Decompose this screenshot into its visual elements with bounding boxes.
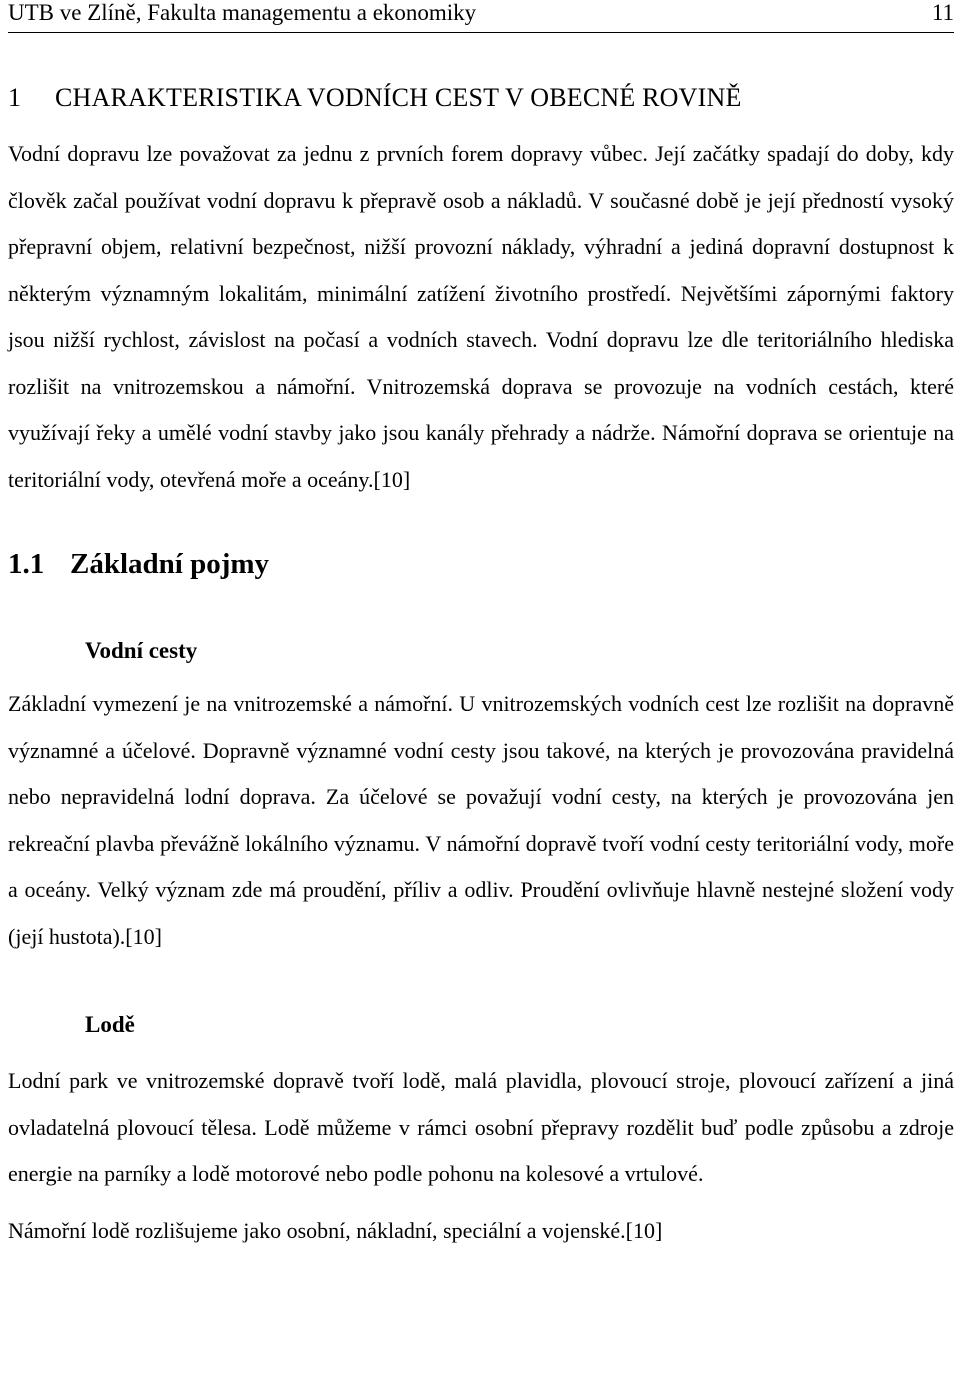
intro-paragraph: Vodní dopravu lze považovat za jednu z prvních forem dopravy vůbec. Její začátky spadají do doby, kdy člověk začal používat vodní dopravu k přepravě osob a nákladů. V současné době je její předností vysoký přepravní objem, relativní bezpečnost, nižší provozní náklady, výhradní a jediná dopravní dostupnost k některým významným lokalitám, minimální zatížení životního prostředí. Největšími zápornými faktory jsou nižší rychlost, závislost na počasí a vodních stavech. Vodní dopravu lze dle teritoriálního hlediska rozlišit na vnitrozemskou a námořní. Vnitrozemská doprava se provozuje na vodních cestách, které využívají řeky a umělé vodní stavby jako jsou kanály přehrady a nádrže. Námořní doprava se orientuje na teritoriální vody, otevřená moře a oceány.[10] [8, 141, 954, 492]
section-title: Základní pojmy [70, 548, 270, 580]
running-header [8, 0, 954, 33]
paragraph-namorni-lode: Námořní lodě rozlišujeme jako osobní, nákladní, speciální a vojenské.[10] [8, 1217, 663, 1243]
chapter-heading [8, 81, 954, 115]
chapter-number: 1 [8, 83, 22, 112]
section-heading [8, 546, 954, 582]
document-page [8, 0, 954, 1254]
section-number: 1.1 [8, 548, 45, 580]
chapter-title: CHARAKTERISTIKA VODNÍCH CEST V OBECNÉ ROVINĚ [55, 83, 742, 112]
paragraph-lode: Lodní park ve vnitrozemské dopravě tvoří lodě, malá plavidla, plovoucí stroje, plovoucí zařízení a jiná ovladatelná plovoucí tělesa. Lodě můžeme v rámci osobní přepravy rozdělit buď podle způsobu a zdroje energie na parníky a lodě motorové nebo podle pohonu na kolesové a vrtulové. [8, 1068, 954, 1186]
header-title: UTB ve Zlíně, Fakulta managementu a ekonomiky [8, 0, 477, 25]
subheading-lode: Lodě [85, 1012, 135, 1037]
subheading-vodni-cesty: Vodní cesty [85, 638, 198, 663]
paragraph-vodni-cesty: Základní vymezení je na vnitrozemské a námořní. U vnitrozemských vodních cest lze rozlišit na dopravně významné a účelové. Dopravně významné vodní cesty jsou takové, na kterých je provozována pravidelná nebo nepravidelná lodní doprava. Za účelové se považují vodní cesty, na kterých je provozována jen rekreační plavba převážně lokálního významu. V námořní dopravě tvoří vodní cesty teritoriální vody, moře a oceány. Velký význam zde má proudění, příliv a odliv. Proudění ovlivňuje hlavně nestejné složení vody (její hustota).[10] [8, 691, 954, 949]
page-number: 11 [931, 0, 954, 25]
